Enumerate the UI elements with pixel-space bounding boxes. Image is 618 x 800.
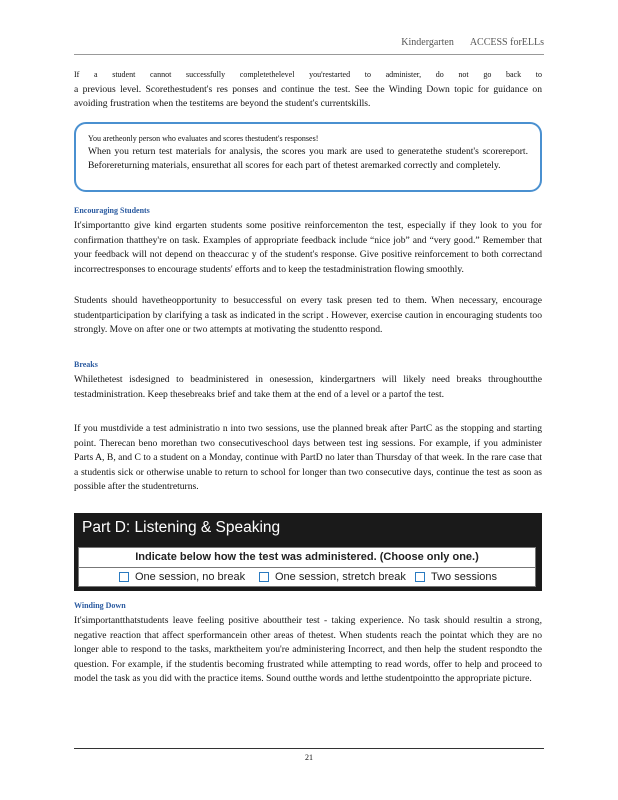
option-label: Two sessions xyxy=(431,571,498,583)
part-d-title: Part D: Listening & Speaking xyxy=(82,519,281,536)
checkbox-icon[interactable] xyxy=(119,572,129,582)
administration-instruction: Indicate below how the test was administered. (Choose only one.) xyxy=(135,551,479,563)
intro-line1: If a student cannot successfully completethelevel you'restarted to administer, do not go back to xyxy=(74,70,542,79)
header-title: ACCESS forELLs xyxy=(469,37,544,48)
option-label: One session, stretch break xyxy=(275,571,406,583)
checkbox-icon[interactable] xyxy=(259,572,269,582)
option-label: One session, no break xyxy=(135,571,246,583)
note-body: When you return test materials for analysis, the scores you mark are used to generatethe student's scorereport. Beforereturning materials, ensurethat all scores for each part of thetest aremarked correctly and completely. xyxy=(88,146,528,171)
winding-heading: Winding Down xyxy=(74,601,126,610)
header-grade: Kindergarten xyxy=(401,37,454,48)
footer-rule xyxy=(74,748,544,749)
header-rule xyxy=(74,54,544,55)
breaks-paragraph-2: If you mustdivide a test administratio n into two sessions, use the planned break after PartC as the stopping and starting point. Therecan beno morethan two consecutiveschool days between test ing sessions. For example, if you administer Parts A, B, and C to a student on a Monday, continue with PartD no later than Thursday of that week. In the rare case that a studentis sick or otherwise unable to return to school for longer than two consecutive days, continue the test as soon as possible after the studentreturns. xyxy=(74,423,542,493)
encouraging-heading: Encouraging Students xyxy=(74,206,150,215)
page-number: 21 xyxy=(305,753,313,762)
running-header xyxy=(401,37,544,48)
scoring-note-box xyxy=(74,122,542,192)
option-one-session-no-break[interactable] xyxy=(119,571,245,583)
breaks-paragraph-1: Whilethetest isdesigned to beadministered in onesession, kindergartners will likely need breaks throughoutthe testadministration. Keep thesebreaks brief and take them at the end of a level or a partof the test. xyxy=(74,374,542,400)
intro-paragraph xyxy=(74,68,542,112)
option-two-sessions[interactable] xyxy=(415,571,497,583)
part-d-panel xyxy=(74,513,542,591)
encouraging-paragraph-2: Students should havetheopportunity to besuccessful on every task presen ted to them. When necessary, encourage studentparticipation by clarifying a task as indicated in the script . However, exercise caution in encouraging students too strongly. Move on after one or two attempts at motivating the studentto respond. xyxy=(74,295,542,336)
options-divider xyxy=(79,567,535,568)
intro-rest: a previous level. Scorethestudent's res ponses and continue the test. See the Winding Down topic for guidance on avoiding frustration when the testitems are beyond the student's currentskills. xyxy=(74,83,542,110)
winding-paragraph: It'simportantthatstudents leave feeling positive abouttheir test - taking experience. No task should resultin a strong, negative reaction that affect sperformancein other areas of thetest. When students reach the pointat which they are no longer able to respond to the tasks, marktheitem you're administering Incorrect, and then help the student respondto the question. For example, if the studentis becoming frustrated while attempting to read words, offer to help and proceed to model the task as you did with the practice items. Sound outthe words and letthe studentpointto the appropriate picture. xyxy=(74,615,542,685)
breaks-heading: Breaks xyxy=(74,360,98,369)
administration-options xyxy=(78,547,536,587)
note-line1: You aretheonly person who evaluates and scores thestudent's responses! xyxy=(88,134,319,143)
option-one-session-stretch-break[interactable] xyxy=(259,571,406,583)
encouraging-paragraph-1: It'simportantto give kind ergarten students some positive reinforcementon the test, especially if they look to you for confirmation thatthey're on task. Examples of appropriate feedback include “nice job” and “very good.” Remember that your feedback will not depend on theaccurac y of the student's response. Give positive reinforcement to both correctand incorrectresponses to encourage students' efforts and to keep the testadministration flowing smoothly. xyxy=(74,220,542,275)
checkbox-icon[interactable] xyxy=(415,572,425,582)
